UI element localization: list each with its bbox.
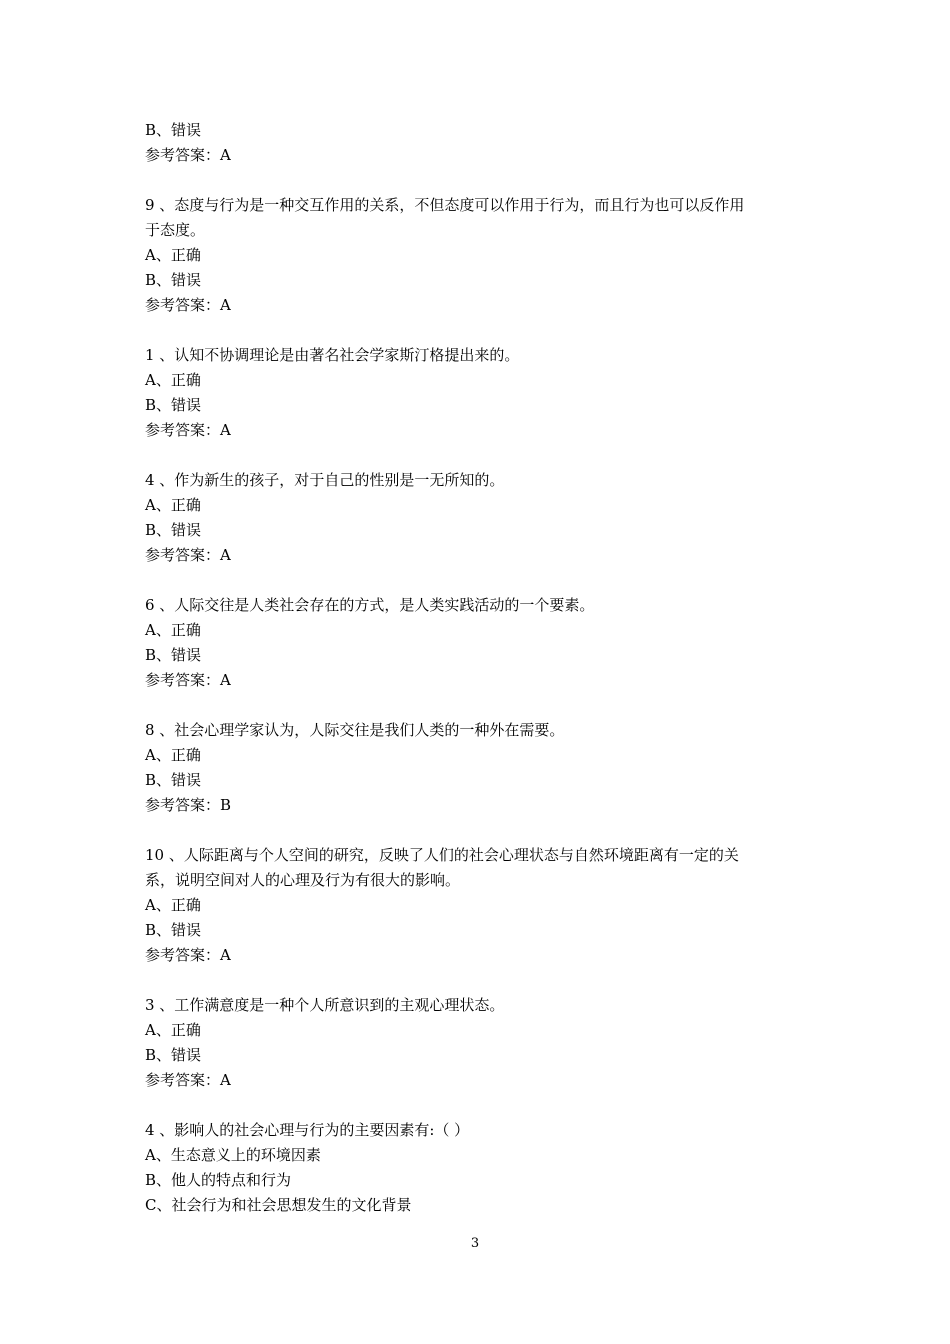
blank-line — [145, 693, 815, 718]
blank-line — [145, 818, 815, 843]
text-line: C、社会行为和社会思想发生的文化背景 — [145, 1196, 412, 1214]
text-line: A、正确 — [145, 746, 201, 764]
text-line: 6 、人际交往是人类社会存在的方式，是人类实践活动的一个要素。 — [145, 596, 595, 614]
text-line: 系，说明空间对人的心理及行为有很大的影响。 — [145, 871, 461, 889]
blank-line — [145, 568, 815, 593]
blank-line — [145, 168, 815, 193]
text-line: 4 、作为新生的孩子，对于自己的性别是一无所知的。 — [145, 471, 505, 489]
text-line: 于态度。 — [145, 221, 206, 239]
text-line: 参考答案：A — [145, 671, 231, 689]
text-line: 参考答案：A — [145, 146, 231, 164]
blank-line — [145, 968, 815, 993]
page-number: 3 — [470, 1236, 480, 1251]
blank-line — [145, 318, 815, 343]
text-line: A、正确 — [145, 371, 201, 389]
text-line: B、错误 — [145, 396, 202, 414]
text-line: B、错误 — [145, 771, 202, 789]
text-line: 参考答案：A — [145, 946, 231, 964]
text-line: A、正确 — [145, 896, 201, 914]
text-line: 3 、工作满意度是一种个人所意识到的主观心理状态。 — [145, 996, 505, 1014]
text-line: A、正确 — [145, 496, 201, 514]
text-line: 1 、认知不协调理论是由著名社会学家斯汀格提出来的。 — [145, 346, 520, 364]
text-line: A、正确 — [145, 246, 201, 264]
text-line: 参考答案：A — [145, 546, 231, 564]
text-line: 9 、态度与行为是一种交互作用的关系，不但态度可以作用于行为，而且行为也可以反作用 — [145, 196, 745, 214]
text-line: B、错误 — [145, 1046, 202, 1064]
text-line: B、他人的特点和行为 — [145, 1171, 292, 1189]
text-line: A、正确 — [145, 621, 201, 639]
text-line: 10 、人际距离与个人空间的研究，反映了人们的社会心理状态与自然环境距离有一定的关 — [145, 846, 739, 864]
blank-line — [145, 1093, 815, 1118]
text-line: 4 、影响人的社会心理与行为的主要因素有:（ ） — [145, 1121, 470, 1139]
text-line: B、错误 — [145, 121, 202, 139]
text-line: B、错误 — [145, 646, 202, 664]
text-line: B、错误 — [145, 521, 202, 539]
text-line: B、错误 — [145, 271, 202, 289]
text-line: B、错误 — [145, 921, 202, 939]
text-line: 参考答案：B — [145, 796, 232, 814]
text-line: A、生态意义上的环境因素 — [145, 1146, 321, 1164]
text-line: A、正确 — [145, 1021, 201, 1039]
text-line: 参考答案：A — [145, 296, 231, 314]
blank-line — [145, 443, 815, 468]
text-line: 参考答案：A — [145, 1071, 231, 1089]
document-body — [145, 118, 815, 1218]
text-line: 8 、社会心理学家认为，人际交往是我们人类的一种外在需要。 — [145, 721, 565, 739]
text-line: 参考答案：A — [145, 421, 231, 439]
